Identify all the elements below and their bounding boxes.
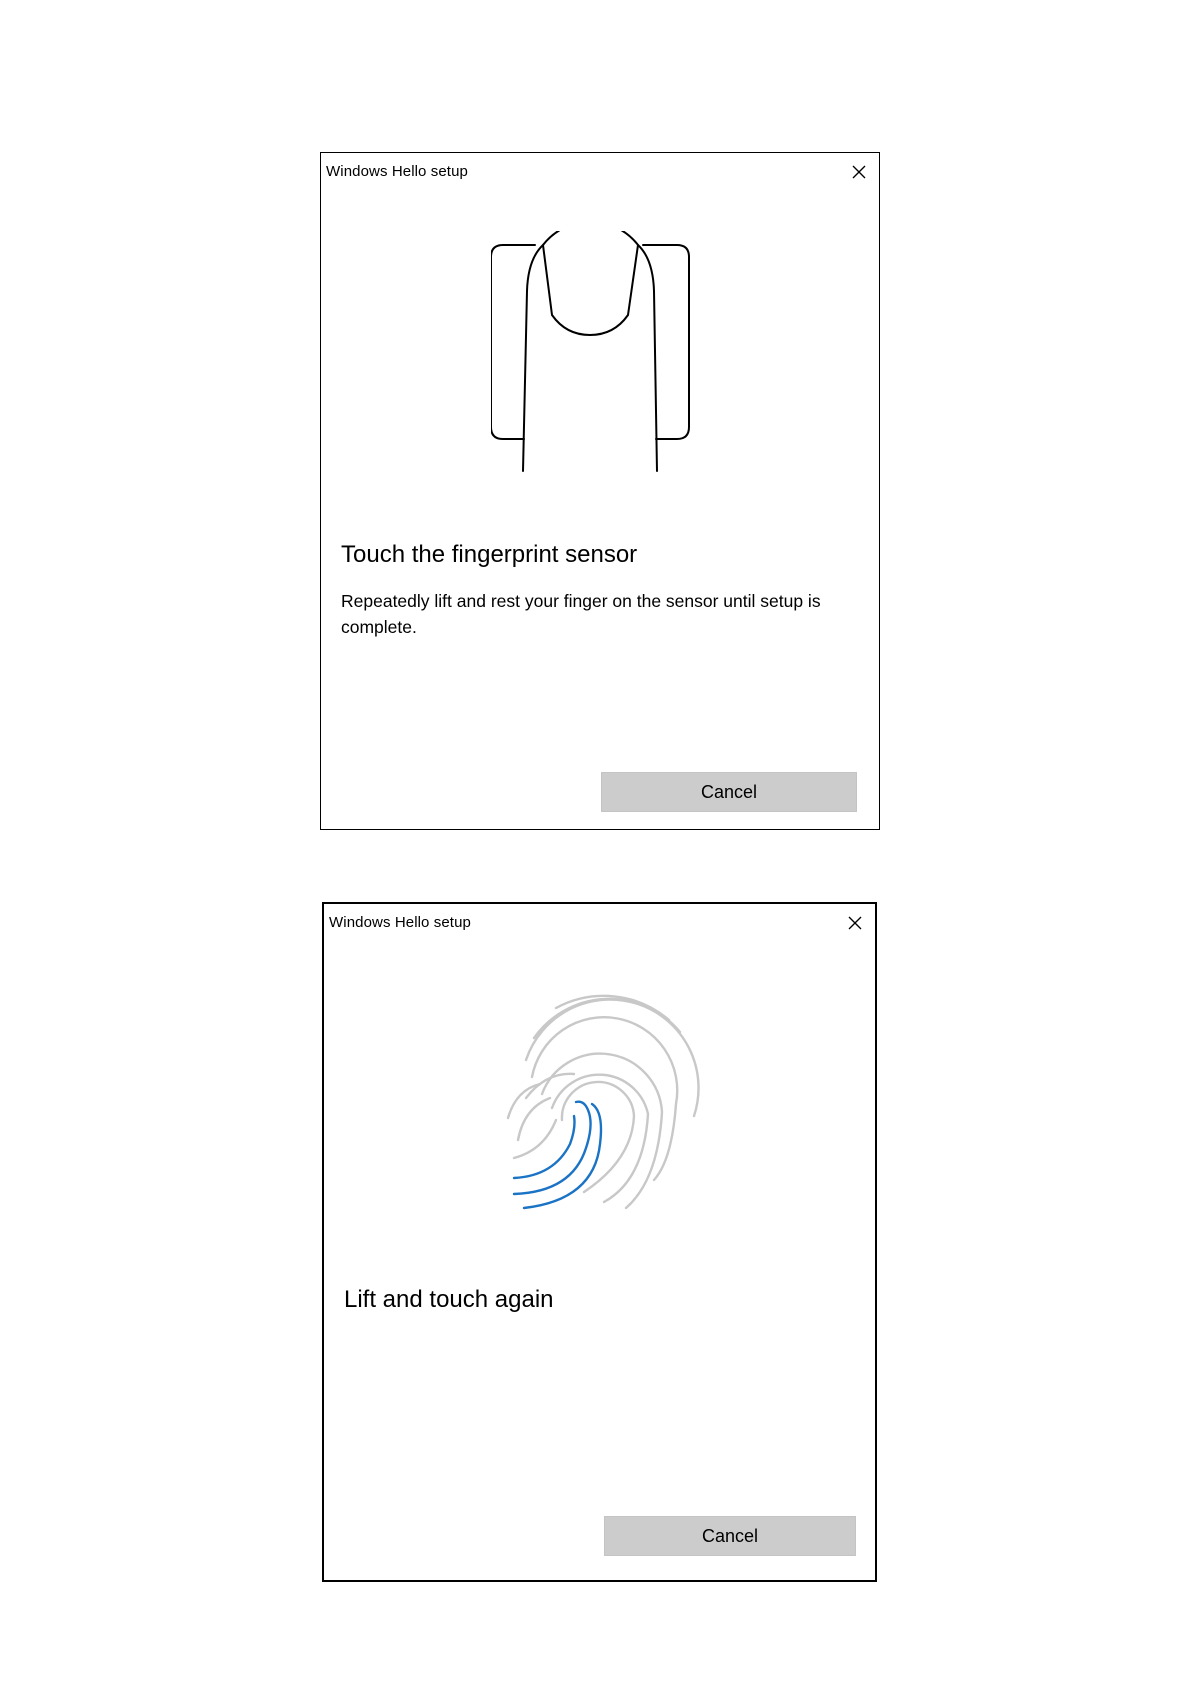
close-icon [845, 913, 865, 933]
dialog-heading: Touch the fingerprint sensor [341, 541, 638, 568]
dialog-heading: Lift and touch again [344, 1286, 554, 1313]
cancel-button[interactable]: Cancel [601, 772, 857, 812]
windows-hello-dialog-touch [320, 152, 880, 830]
finger-on-sensor-icon [491, 231, 701, 481]
close-button[interactable] [845, 913, 865, 933]
fingerprint-progress-icon [504, 980, 704, 1230]
cancel-button[interactable]: Cancel [604, 1516, 856, 1556]
close-button[interactable] [849, 162, 869, 182]
instruction-text: Repeatedly lift and rest your finger on the sensor until setup is complete. [341, 591, 821, 637]
dialog-title: Windows Hello setup [329, 914, 471, 931]
dialog-title: Windows Hello setup [326, 163, 468, 180]
windows-hello-dialog-lift [322, 902, 877, 1582]
close-icon [849, 162, 869, 182]
